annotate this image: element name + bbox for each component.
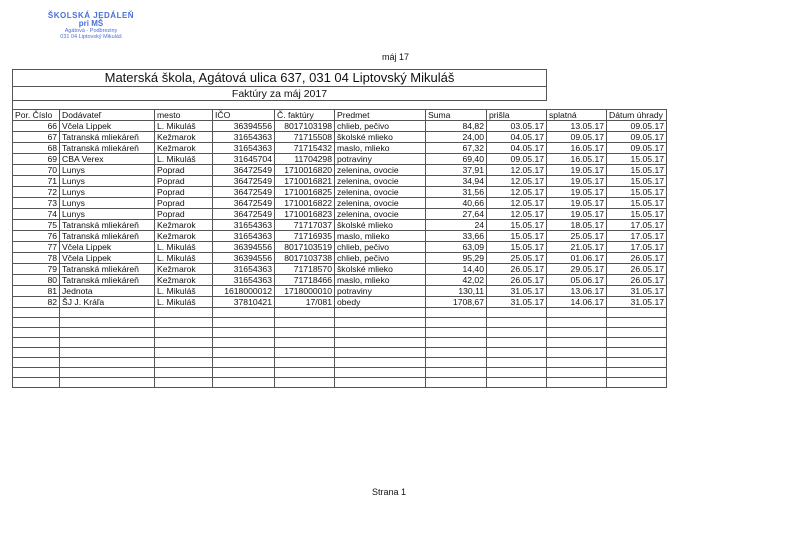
cell-datum-uhrady: 17.05.17 [607,242,667,253]
header-predmet: Predmet [335,110,426,121]
cell-mesto: Poprad [155,187,213,198]
cell-mesto: L. Mikuláš [155,297,213,308]
table-row [13,264,667,275]
cell-por-cislo: 78 [13,253,60,264]
cell-predmet: potraviny [335,286,426,297]
cell-splatna: 13.05.17 [547,121,607,132]
empty-cell [155,328,213,338]
cell-c-faktury: 1710016820 [275,165,335,176]
empty-cell [13,308,60,318]
cell-ico: 36472549 [213,165,275,176]
cell-mesto: Poprad [155,165,213,176]
cell-prisla: 31.05.17 [487,297,547,308]
cell-dodavatel: Tatranská mliekáreň [60,143,155,154]
cell-suma: 42,02 [426,275,487,286]
empty-cell [155,338,213,348]
empty-cell [275,338,335,348]
empty-cell [60,328,155,338]
cell-suma: 84,82 [426,121,487,132]
empty-cell [487,328,547,338]
empty-cell [213,328,275,338]
empty-cell [213,358,275,368]
empty-cell [275,348,335,358]
cell-c-faktury: 1710016821 [275,176,335,187]
cell-dodavatel: Lunys [60,187,155,198]
empty-cell [547,318,607,328]
spacer-row [13,101,667,110]
cell-mesto: L. Mikuláš [155,253,213,264]
cell-mesto: L. Mikuláš [155,154,213,165]
month-header: máj 17 [382,52,410,62]
empty-cell [547,348,607,358]
cell-c-faktury: 71718466 [275,275,335,286]
cell-mesto: Kežmarok [155,132,213,143]
cell-dodavatel: Tatranská mliekáreň [60,132,155,143]
table-row [13,132,667,143]
empty-row [13,358,667,368]
empty-cell [60,308,155,318]
cell-por-cislo: 74 [13,209,60,220]
cell-predmet: zelenina, ovocie [335,187,426,198]
document-title: Materská škola, Agátová ulica 637, 031 04 Liptovský Mikuláš [13,70,547,87]
table-row [13,286,667,297]
cell-dodavatel: ŠJ J. Kráľa [60,297,155,308]
cell-dodavatel: Včela Lippek [60,242,155,253]
cell-suma: 14,40 [426,264,487,275]
cell-c-faktury: 11704298 [275,154,335,165]
empty-cell [13,358,60,368]
empty-row [13,368,667,378]
empty-row [13,338,667,348]
empty-cell [487,318,547,328]
cell-predmet: školské mlieko [335,132,426,143]
cell-datum-uhrady: 15.05.17 [607,209,667,220]
empty-cell [547,328,607,338]
table-row [13,187,667,198]
cell-prisla: 26.05.17 [487,275,547,286]
empty-cell [487,378,547,388]
cell-datum-uhrady: 31.05.17 [607,297,667,308]
cell-prisla: 12.05.17 [487,165,547,176]
empty-cell [607,348,667,358]
cell-dodavatel: Tatranská mliekáreň [60,231,155,242]
cell-mesto: L. Mikuláš [155,121,213,132]
empty-cell [60,348,155,358]
empty-cell [13,318,60,328]
cell-prisla: 12.05.17 [487,176,547,187]
empty-cell [547,338,607,348]
cell-suma: 69,40 [426,154,487,165]
cell-datum-uhrady: 26.05.17 [607,275,667,286]
cell-dodavatel: Lunys [60,165,155,176]
cell-prisla: 31.05.17 [487,286,547,297]
cell-prisla: 04.05.17 [487,132,547,143]
empty-cell [335,358,426,368]
table-row [13,176,667,187]
cell-por-cislo: 75 [13,220,60,231]
cell-c-faktury: 1710016823 [275,209,335,220]
header-mesto: mesto [155,110,213,121]
page-number: Strana 1 [372,487,407,497]
empty-cell [607,338,667,348]
cell-suma: 33,66 [426,231,487,242]
empty-cell [426,348,487,358]
empty-cell [155,348,213,358]
table-row [13,154,667,165]
cell-prisla: 12.05.17 [487,187,547,198]
empty-cell [426,318,487,328]
cell-ico: 31654363 [213,264,275,275]
invoice-table [12,69,667,388]
cell-splatna: 05.06.17 [547,275,607,286]
cell-suma: 31,56 [426,187,487,198]
empty-cell [607,378,667,388]
empty-cell [426,368,487,378]
empty-cell [607,358,667,368]
cell-c-faktury: 1718000010 [275,286,335,297]
cell-datum-uhrady: 15.05.17 [607,176,667,187]
stamp-line-2: pri MŠ [78,19,104,29]
cell-suma: 130,11 [426,286,487,297]
cell-splatna: 19.05.17 [547,176,607,187]
empty-cell [275,318,335,328]
cell-splatna: 18.05.17 [547,220,607,231]
empty-cell [426,338,487,348]
empty-cell [155,308,213,318]
cell-mesto: Poprad [155,209,213,220]
cell-por-cislo: 82 [13,297,60,308]
empty-cell [487,348,547,358]
empty-cell [335,328,426,338]
table-row [13,220,667,231]
cell-por-cislo: 71 [13,176,60,187]
cell-splatna: 19.05.17 [547,165,607,176]
cell-datum-uhrady: 09.05.17 [607,121,667,132]
cell-splatna: 29.05.17 [547,264,607,275]
cell-c-faktury: 8017103519 [275,242,335,253]
cell-splatna: 19.05.17 [547,198,607,209]
cell-datum-uhrady: 15.05.17 [607,154,667,165]
cell-ico: 36472549 [213,176,275,187]
empty-cell [155,368,213,378]
cell-suma: 1708,67 [426,297,487,308]
cell-ico: 31654363 [213,220,275,231]
cell-splatna: 19.05.17 [547,187,607,198]
cell-datum-uhrady: 09.05.17 [607,143,667,154]
cell-c-faktury: 1710016825 [275,187,335,198]
cell-por-cislo: 77 [13,242,60,253]
empty-cell [487,358,547,368]
empty-row [13,318,667,328]
header-splatna: splatná [547,110,607,121]
empty-cell [547,368,607,378]
empty-cell [607,308,667,318]
cell-suma: 67,32 [426,143,487,154]
table-row [13,198,667,209]
cell-dodavatel: Tatranská mliekáreň [60,264,155,275]
table-row [13,121,667,132]
cell-splatna: 16.05.17 [547,143,607,154]
cell-ico: 36394556 [213,253,275,264]
empty-cell [335,318,426,328]
empty-cell [13,338,60,348]
cell-prisla: 12.05.17 [487,198,547,209]
cell-c-faktury: 17/081 [275,297,335,308]
cell-splatna: 01.06.17 [547,253,607,264]
cell-c-faktury: 8017103198 [275,121,335,132]
empty-cell [335,368,426,378]
empty-cell [335,308,426,318]
cell-datum-uhrady: 17.05.17 [607,220,667,231]
cell-suma: 37,91 [426,165,487,176]
empty-cell [275,308,335,318]
empty-cell [213,378,275,388]
cell-por-cislo: 69 [13,154,60,165]
cell-c-faktury: 71715432 [275,143,335,154]
cell-por-cislo: 79 [13,264,60,275]
empty-cell [155,378,213,388]
cell-predmet: maslo, mlieko [335,143,426,154]
title-row [13,70,667,87]
cell-predmet: školské mlieko [335,264,426,275]
cell-splatna: 19.05.17 [547,209,607,220]
cell-datum-uhrady: 26.05.17 [607,264,667,275]
cell-por-cislo: 72 [13,187,60,198]
empty-cell [155,358,213,368]
cell-suma: 24 [426,220,487,231]
cell-dodavatel: Lunys [60,209,155,220]
cell-datum-uhrady: 09.05.17 [607,132,667,143]
cell-suma: 63,09 [426,242,487,253]
empty-cell [13,378,60,388]
cell-c-faktury: 1710016822 [275,198,335,209]
cell-dodavatel: Tatranská mliekáreň [60,220,155,231]
empty-cell [60,338,155,348]
cell-splatna: 13.06.17 [547,286,607,297]
empty-cell [213,318,275,328]
header-dodavatel: Dodávateľ [60,110,155,121]
cell-c-faktury: 71716935 [275,231,335,242]
cell-por-cislo: 67 [13,132,60,143]
empty-cell [60,358,155,368]
empty-row [13,378,667,388]
cell-por-cislo: 76 [13,231,60,242]
cell-suma: 95,29 [426,253,487,264]
cell-mesto: L. Mikuláš [155,242,213,253]
cell-dodavatel: Tatranská mliekáreň [60,275,155,286]
cell-suma: 24,00 [426,132,487,143]
stamp-line-1: ŠKOLSKÁ JEDÁLEŇ [47,11,135,20]
empty-cell [275,328,335,338]
school-canteen-stamp [36,12,146,40]
cell-prisla: 15.05.17 [487,220,547,231]
empty-cell [547,378,607,388]
cell-ico: 31654363 [213,231,275,242]
empty-cell [426,378,487,388]
cell-predmet: potraviny [335,154,426,165]
cell-datum-uhrady: 15.05.17 [607,187,667,198]
empty-cell [60,368,155,378]
cell-por-cislo: 66 [13,121,60,132]
cell-splatna: 21.05.17 [547,242,607,253]
table-row [13,143,667,154]
empty-cell [213,348,275,358]
cell-datum-uhrady: 15.05.17 [607,198,667,209]
cell-predmet: školské mlieko [335,220,426,231]
empty-cell [426,358,487,368]
cell-ico: 36394556 [213,242,275,253]
cell-por-cislo: 68 [13,143,60,154]
empty-cell [547,358,607,368]
cell-prisla: 12.05.17 [487,209,547,220]
cell-ico: 36472549 [213,209,275,220]
cell-por-cislo: 81 [13,286,60,297]
cell-ico: 31654363 [213,132,275,143]
cell-por-cislo: 70 [13,165,60,176]
cell-mesto: Kežmarok [155,264,213,275]
empty-cell [213,338,275,348]
cell-predmet: zelenina, ovocie [335,165,426,176]
table-row [13,253,667,264]
stamp-line-4: 031 04 Liptovský Mikuláš [60,33,122,40]
table-row [13,165,667,176]
cell-predmet: maslo, mlieko [335,231,426,242]
cell-ico: 31645704 [213,154,275,165]
empty-cell [335,348,426,358]
cell-predmet: zelenina, ovocie [335,209,426,220]
table-row [13,275,667,286]
table-header-row [13,110,667,121]
cell-c-faktury: 8017103738 [275,253,335,264]
empty-cell [60,318,155,328]
empty-cell [547,308,607,318]
stamp-line-3: Agátová - Podbreziny [64,27,118,34]
empty-cell [487,338,547,348]
cell-dodavatel: Včela Lippek [60,253,155,264]
empty-cell [607,318,667,328]
cell-dodavatel: CBA Verex [60,154,155,165]
empty-cell [335,338,426,348]
cell-mesto: Kežmarok [155,231,213,242]
cell-prisla: 03.05.17 [487,121,547,132]
empty-cell [13,348,60,358]
cell-ico: 1618000012 [213,286,275,297]
empty-row [13,328,667,338]
document-subtitle: Faktúry za máj 2017 [13,87,547,101]
cell-dodavatel: Včela Lippek [60,121,155,132]
empty-cell [13,368,60,378]
header-datum-uhrady: Dátum úhrady [607,110,667,121]
cell-c-faktury: 71717037 [275,220,335,231]
cell-mesto: Kežmarok [155,143,213,154]
cell-predmet: obedy [335,297,426,308]
cell-predmet: chlieb, pečivo [335,242,426,253]
cell-ico: 36394556 [213,121,275,132]
header-prisla: prišla [487,110,547,121]
subtitle-row [13,87,667,101]
cell-splatna: 14.06.17 [547,297,607,308]
cell-datum-uhrady: 26.05.17 [607,253,667,264]
empty-cell [335,378,426,388]
empty-cell [60,378,155,388]
empty-cell [213,368,275,378]
cell-splatna: 09.05.17 [547,132,607,143]
cell-predmet: maslo, mlieko [335,275,426,286]
cell-por-cislo: 80 [13,275,60,286]
cell-mesto: Poprad [155,198,213,209]
empty-cell [155,318,213,328]
empty-cell [426,328,487,338]
cell-c-faktury: 71718570 [275,264,335,275]
cell-splatna: 16.05.17 [547,154,607,165]
cell-dodavatel: Lunys [60,176,155,187]
empty-cell [213,308,275,318]
cell-prisla: 25.05.17 [487,253,547,264]
empty-cell [275,358,335,368]
table-row [13,242,667,253]
empty-cell [487,308,547,318]
empty-cell [275,368,335,378]
empty-cell [13,328,60,338]
cell-ico: 36472549 [213,198,275,209]
cell-ico: 31654363 [213,275,275,286]
empty-cell [275,378,335,388]
header-c-faktury: Č. faktúry [275,110,335,121]
cell-dodavatel: Jednota [60,286,155,297]
cell-predmet: zelenina, ovocie [335,176,426,187]
cell-predmet: chlieb, pečivo [335,121,426,132]
empty-cell [487,368,547,378]
cell-ico: 36472549 [213,187,275,198]
cell-prisla: 04.05.17 [487,143,547,154]
cell-dodavatel: Lunys [60,198,155,209]
empty-cell [607,368,667,378]
cell-por-cislo: 73 [13,198,60,209]
cell-datum-uhrady: 31.05.17 [607,286,667,297]
table-row [13,231,667,242]
table-row [13,209,667,220]
cell-prisla: 09.05.17 [487,154,547,165]
empty-row [13,308,667,318]
cell-splatna: 25.05.17 [547,231,607,242]
empty-row [13,348,667,358]
cell-mesto: L. Mikuláš [155,286,213,297]
cell-mesto: Kežmarok [155,220,213,231]
cell-ico: 37810421 [213,297,275,308]
cell-prisla: 15.05.17 [487,242,547,253]
table-row [13,297,667,308]
cell-mesto: Kežmarok [155,275,213,286]
cell-c-faktury: 71715508 [275,132,335,143]
cell-suma: 34,94 [426,176,487,187]
empty-cell [607,328,667,338]
header-por-cislo: Por. Číslo [13,110,60,121]
cell-suma: 27,64 [426,209,487,220]
cell-prisla: 15.05.17 [487,231,547,242]
cell-mesto: Poprad [155,176,213,187]
empty-cell [426,308,487,318]
cell-datum-uhrady: 15.05.17 [607,165,667,176]
cell-ico: 31654363 [213,143,275,154]
cell-suma: 40,66 [426,198,487,209]
cell-datum-uhrady: 17.05.17 [607,231,667,242]
cell-prisla: 26.05.17 [487,264,547,275]
header-ico: IČO [213,110,275,121]
header-suma: Suma [426,110,487,121]
cell-predmet: chlieb, pečivo [335,253,426,264]
cell-predmet: zelenina, ovocie [335,198,426,209]
